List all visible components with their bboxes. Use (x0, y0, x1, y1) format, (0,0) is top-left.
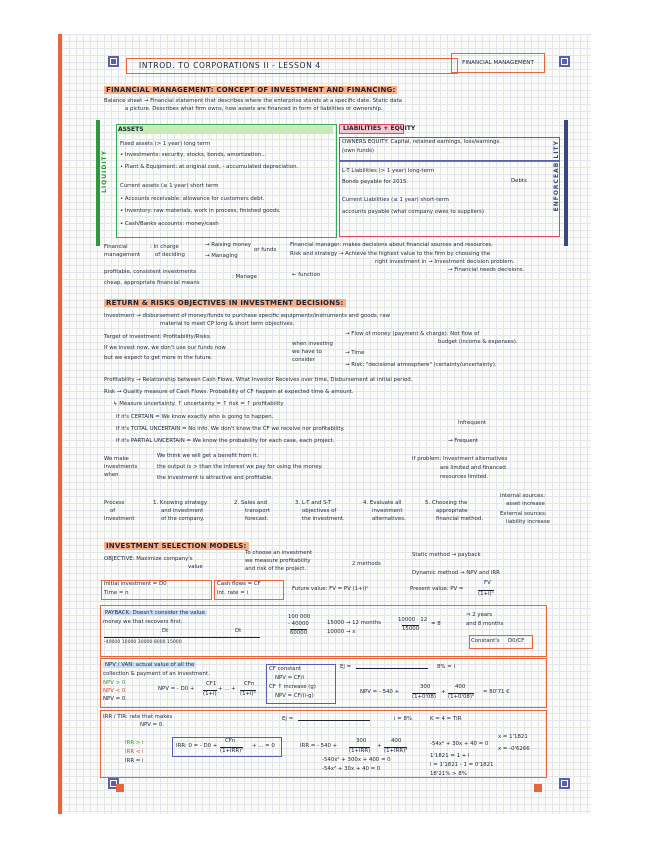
problem-line-1: If problem: Investment alternatives (412, 456, 508, 462)
risk-definition: Risk → Quality measure of Cash Flows. Probability of CF happen at expected time & amount. (104, 389, 354, 395)
fm-funds: or funds (254, 247, 277, 253)
irr-example-d1: (1+IRR) (349, 748, 371, 754)
fm-in-charge: : In charge (150, 244, 179, 250)
investment-definition-1: Investment → disbursement of money/funds to purchase specific equipments/instruments and goods, raw (104, 313, 391, 319)
npv-formula-mid: + ... + (218, 686, 236, 692)
fm-deciding: of deciding (155, 252, 185, 258)
inventory-item: • Inventory: raw materials, work in process, finished goods. (120, 208, 281, 214)
irr-example-n1: 300 (356, 738, 367, 744)
payback-result-years: ⇒ 2 years (466, 612, 493, 618)
fm-manager-line-1: Financial manager: makes decisions about financial sources and resources. (290, 242, 493, 248)
choose-investment-3: and risk of the project. (245, 566, 307, 572)
total-uncertain-case: If it's TOTAL UNCERTAIN = No info. We don't know the CF we receive nor profitability. (116, 426, 345, 432)
process-step-5b: appropriate (436, 508, 468, 514)
process-step-4b: investment (372, 508, 403, 514)
fm-manager-line-4: → Financial needs decisions. (448, 267, 525, 273)
present-value-denominator: (1+i)ⁿ (478, 591, 494, 597)
fm-manager-line-3: right investment in → Investment decision problem. (375, 259, 515, 265)
irr-root-2: x = -0'6266 (498, 746, 530, 752)
infrequent-label: Infrequent (458, 420, 487, 426)
objective-line-1: OBJECTIVE: Maximize company's (104, 556, 193, 562)
payback-rule-2: 10000 → x (327, 629, 356, 635)
payback-definition-1: PAYBACK: Doesn't consider the value (105, 610, 205, 616)
we-make-1: We make (104, 456, 129, 462)
process-step-2b: transport (245, 508, 270, 514)
npv-example-plus: + (441, 689, 446, 695)
initial-investment: Initial investment = D0 (104, 581, 167, 587)
process-title-2: of (110, 508, 116, 514)
bottom-tab-left (116, 784, 124, 792)
choose-investment-1: To choose an investment (245, 550, 313, 556)
npv-formula-d1: (1+i) (203, 691, 217, 697)
npv-example-result: = 80'71 € (483, 689, 510, 695)
constant-payback-label: Constant's (471, 638, 500, 644)
payback-calc-result: = 8 (431, 621, 441, 627)
irr-example-formula: IRR = - 540 + (300, 743, 338, 749)
when-investing-1: when investing (292, 341, 333, 347)
irr-definition-1: IRR / TIR: rate that makes (103, 714, 173, 720)
fm-cheap: cheap, appropriate financial means (104, 280, 200, 286)
payback-cash-flows: -40000 10000 30000 8000 15000 (104, 640, 182, 645)
interest-rate-variable: Int. rate = i (217, 590, 248, 596)
npv-example-formula: NPV = - 540 + (360, 689, 400, 695)
corner-marker-top-left (108, 56, 119, 67)
npv-definition-1: NPV / VAN: actual value of all the (105, 662, 195, 668)
irr-solve-2: i = 1'1821 - 1 = 0'1821 (430, 762, 494, 768)
irr-formula-start: IRR: 0 = - D0 + (176, 743, 218, 749)
future-value-formula: Future value: FV = PV (1+i)ⁿ (292, 586, 369, 592)
cf-constant-formula: NPV = CF/i (275, 675, 305, 681)
we-make-2: investments (104, 464, 138, 470)
enforceability-label: ENFORCEABILITY (553, 140, 560, 212)
flow-of-budget: budget (income & expenses). (438, 339, 518, 345)
payback-axis-dt-2: Dt (235, 628, 242, 634)
fm-profitable: profitable, consistent investments (104, 269, 197, 275)
npv-zero: NPV = 0 (103, 696, 126, 702)
debts-label: Debts (511, 178, 527, 184)
cash-flows-variable: Cash flows = CF (217, 581, 261, 587)
problem-line-2: are limited and financed (440, 465, 506, 471)
irr-quadratic-2: -54x² + 30x + 40 = 0 (322, 766, 381, 772)
long-term-liabilities: L-T Liabilities (> 1 year) long-term (342, 168, 435, 174)
internal-sources: Internal sources: (500, 493, 546, 499)
payback-axis-dt-1: Dt (162, 628, 169, 634)
payback-rule-1: 15000 → 12 months (327, 620, 381, 626)
measure-uncertainty: ↳ Measure uncertainty. ↑ uncertainty = ↑ risk = ↑ profitability (113, 401, 284, 407)
npv-example-rate: 8% = i (437, 664, 455, 670)
fm-manager-line-2: Risk and strategy → Achieve the highest value to the firm by choosing the (290, 251, 491, 257)
irr-example-timeline (298, 720, 370, 721)
liquidity-label: LIQUIDITY (101, 150, 108, 193)
irr-quadratic-simplified: -54x² + 30x + 40 = 0 (430, 741, 489, 747)
output-reason: the output is > than the interest we pay for using the money. (157, 464, 323, 470)
external-sources: External sources: (500, 511, 547, 517)
irr-formula-dn: (1+IRR)ⁿ (220, 748, 244, 754)
assets-title: ASSETS (118, 126, 333, 134)
fm-managing: → Managing (205, 253, 238, 259)
process-step-1b: and investment (161, 508, 204, 514)
owners-equity-line: OWNERS EQUITY: Capital, retained earnings, loss/earnings. (342, 139, 501, 145)
irr-quadratic-1: -540x² + 300x + 400 = 0 (322, 757, 391, 763)
fm-function: ← function (292, 272, 321, 278)
payback-sum-3: 60000 (290, 630, 308, 636)
payback-sum-2: - 40000 (288, 621, 309, 627)
npv-formula-cfn: CFn (244, 681, 255, 687)
payback-calc-numerator: 10000 · 12 (398, 617, 428, 623)
target-of-investment: Target of investment: Profitability/Risks. (104, 334, 212, 340)
consider-time: → Time (345, 350, 365, 356)
corner-marker-top-right (559, 56, 570, 67)
when-investing-3: consider (292, 357, 315, 363)
cash-item: • Cash/Banks accounts: money/cash (120, 221, 219, 227)
irr-definition-2: NPV = 0. (140, 722, 165, 728)
plant-equipment-item: • Plant & Equipment: at original cost, - accumulated depreciation. (120, 164, 299, 170)
process-step-5c: financial method. (436, 516, 484, 522)
fm-label-1: Financial (104, 244, 128, 250)
process-step-3c: the investment. (302, 516, 345, 522)
irr-root-1: x = 1'1821 (498, 734, 528, 740)
npv-example-d1: (1+0'08) (412, 694, 436, 700)
owners-equity-note: (own funds) (342, 148, 375, 154)
irr-example-d2: (1+IRR)² (384, 748, 408, 754)
fm-raising: → Raising money (205, 242, 251, 248)
npv-definition-2: collection & payment of an investment. (103, 671, 210, 677)
irr-conclusion: 18'21% > 8% (430, 771, 467, 777)
static-method: Static method → payback (412, 552, 481, 558)
invest-now-1: If we invest now, we don't use our funds now (104, 345, 226, 351)
section-heading-financial-management: FINANCIAL MANAGEMENT: CONCEPT OF INVESTMENT AND FINANCING: (106, 86, 396, 94)
accounts-receivable-item: • Accounts receivable: allowance for customers debt. (120, 196, 265, 202)
section-heading-return-risks: RETURN & RISKS OBJECTIVES IN INVESTMENT DECISIONS: (106, 299, 344, 307)
npv-negative: NPV < 0 (103, 688, 126, 694)
profitability-definition: Profitability → Relationship between Cash Flows, What Investor Receives over time, Disbursement at initial period. (104, 377, 413, 383)
present-value-numerator: FV (484, 580, 491, 586)
irr-less: IRR < i (125, 749, 144, 755)
accounts-payable: accounts payable (what company owes to suppliers) (342, 209, 484, 215)
corner-marker-bottom-right (559, 778, 570, 789)
irr-example-unknown: K = 4 = TIR (430, 716, 462, 722)
consider-risk: → Risk: "decisional atmosphere" (certainty/uncertainty). (345, 362, 497, 368)
payback-result-months: and 8 months (466, 621, 504, 627)
irr-formula-cfn: CFn (225, 738, 236, 744)
internal-sources-note: asset increase (506, 501, 545, 507)
fm-manage: : Manage (232, 274, 257, 280)
section-heading-investment-selection: INVESTMENT SELECTION MODELS: (106, 542, 247, 550)
current-liabilities: Current Liabilities (≤ 1 year) short-term (342, 197, 450, 203)
time-variable: Time = n (104, 590, 129, 596)
cf-constant: CF constant (269, 666, 302, 672)
liabilities-title: LIABILITIES + EQUITY (339, 124, 404, 134)
enforceability-bar (564, 120, 568, 246)
process-step-4a: 4. Evaluate all (363, 500, 402, 506)
fixed-assets: Fixed assets (> 1 year) long term (120, 141, 211, 147)
balance-sheet-definition-line-2: a picture. Describes what firm owns, how assets are financed in form of liabilities or ownership. (125, 106, 383, 112)
irr-example-rate: i = 8% (394, 716, 412, 722)
npv-formula-cf1: CF1 (206, 681, 217, 687)
npv-formula-dn: (1+i)ⁿ (240, 691, 256, 697)
npv-positive: NPV > 0 (103, 680, 126, 686)
invest-now-2: but we expect to get more in the future. (104, 355, 213, 361)
partial-uncertain-case: If it's PARTIAL UNCERTAIN = We know the probability for each case, each project. (116, 438, 335, 444)
process-step-3b: objectives of (302, 508, 337, 514)
attractive-reason: the investment is attractive and profitable. (157, 475, 274, 481)
bonds-payable: Bonds payable for 2015. (342, 179, 409, 185)
liquidity-bar (96, 120, 100, 246)
process-step-4c: alternatives. (372, 516, 406, 522)
npv-example-label: Ej = (340, 664, 352, 670)
irr-example-label: Ej = (282, 716, 294, 722)
investment-definition-2: material to meet CP long & short term objectives. (160, 321, 295, 327)
benefit-reason: We think we will get a benefit from it. (157, 453, 259, 459)
process-step-1a: 1. Knowing strategy (153, 500, 208, 506)
objective-line-2: value (188, 564, 203, 570)
bottom-tab-right (534, 784, 542, 792)
we-make-3: when (104, 472, 119, 478)
when-investing-2: we have to (292, 349, 322, 355)
npv-example-timeline (356, 668, 428, 669)
irr-equal: IRR = i (125, 758, 144, 764)
process-step-2c: forecast. (245, 516, 269, 522)
external-sources-note: liability increase (506, 519, 550, 525)
cf-increase: CF ↑ increase (g) (269, 684, 316, 690)
certain-case: If it's CERTAIN = We know exactly who is going to happen. (116, 414, 274, 420)
process-step-2a: 2. Sales and (234, 500, 268, 506)
payback-sum-1: 100 000 (288, 614, 311, 620)
present-value-label: Present value: PV = (410, 586, 464, 592)
payback-timeline (104, 637, 260, 638)
irr-solve-1: 1'1821 = 1 + i (430, 753, 470, 759)
fm-label-2: management (104, 252, 141, 258)
process-title-1: Process (104, 500, 125, 506)
process-title-3: Investment (104, 516, 135, 522)
two-methods: 2 methods (352, 561, 381, 567)
process-step-3a: 3. L-T and S-T (295, 500, 332, 506)
investments-item: • Investments: security, stocks, bonds, amortization... (120, 152, 267, 158)
irr-example-n2: 400 (391, 738, 402, 744)
npv-formula-start: NPV = - D0 + (158, 686, 195, 692)
npv-example-d2: (1+0'08)² (448, 694, 475, 700)
current-assets: Current assets (≤ 1 year) short term (120, 183, 219, 189)
dynamic-method: Dynamic method → NPV and IRR (412, 570, 500, 576)
flow-of-money: → Flow of money (payment & charge). Not flow of (345, 331, 480, 337)
npv-example-n2: 400 (455, 684, 466, 690)
payback-calc-denominator: 15000 (402, 626, 420, 632)
npv-example-n1: 300 (420, 684, 431, 690)
irr-formula-end: + ... = 0 (252, 743, 275, 749)
problem-line-3: resources limited. (440, 474, 489, 480)
process-step-1c: of the company. (161, 516, 205, 522)
lesson-title: INTROD. TO CORPORATIONS II - LESSON 4 (126, 58, 458, 74)
cf-increase-formula: NPV = CF/(i-g) (275, 693, 314, 699)
payback-definition-2: money we that recovers first. (103, 619, 183, 625)
constant-payback-formula: D0/CF (508, 638, 525, 644)
process-step-5a: 5. Choosing the (425, 500, 468, 506)
balance-sheet-definition-line-1: Balance sheet → Financial statement that describes where the enterprise stands at a specific date. Static data (104, 98, 402, 104)
irr-example-plus: + (377, 743, 382, 749)
subject-label: FINANCIAL MANAGEMENT (451, 53, 545, 73)
irr-greater: IRR > i (125, 740, 144, 746)
choose-investment-2: we measure profitability (245, 558, 311, 564)
frequent-label: → Frequent (448, 438, 479, 444)
